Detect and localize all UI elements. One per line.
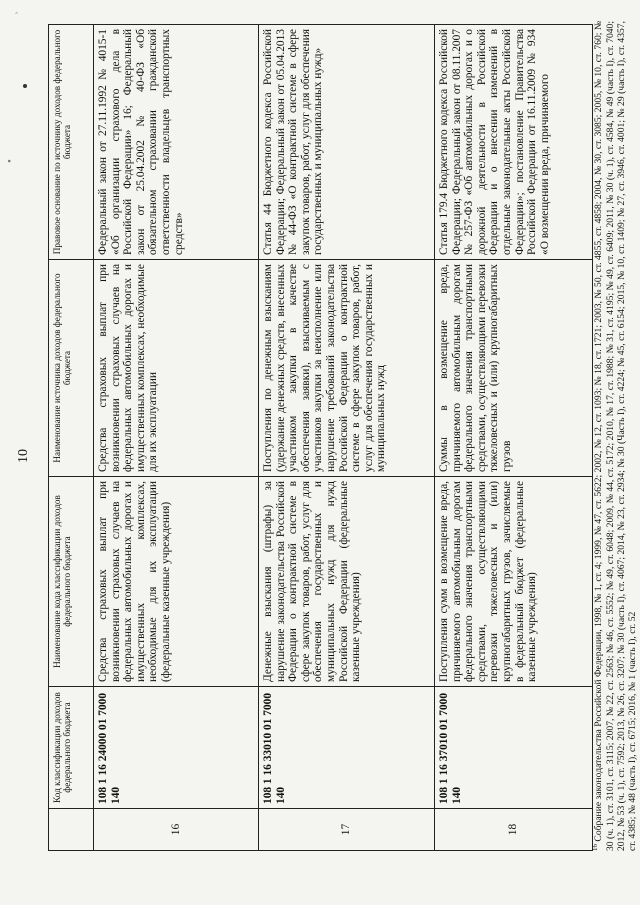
income-code: 108 1 16 37010 01 7000 140	[435, 687, 593, 809]
scan-dot	[23, 84, 27, 88]
table-row	[435, 25, 593, 851]
code-name: Денежные взыскания (штрафы) за нарушение законодательства Российской Федерации о контрактной системе в сфере закупок товаров, работ, услуг для обеспечения государственных и муниципальных нужд для нужд Российской Федерации (федеральные казенные учреждения)	[259, 477, 435, 687]
income-classification-table	[48, 24, 593, 851]
source-name: Суммы в возмещение вреда, причиняемого автомобильным дорогам федерального значения транспортными средствами, осуществляющими перевозки тяжеловесных и (или) крупногабаритных грузов	[435, 260, 593, 477]
legal-basis: Статья 44 Бюджетного кодекса Российской Федерации; Федеральный закон от 05.04.2013 № 44-ФЗ «О контрактной системе в сфере закупок товаров, работ, услуг для обеспечения государственных и муниципальных нужд»	[259, 25, 435, 260]
table-row	[259, 25, 435, 851]
table-header-row	[49, 25, 94, 851]
row-number: 16	[94, 809, 259, 851]
legal-basis: Федеральный закон от 27.11.1992 № 4015-1 «Об организации страхового дела в Российской Федерации» 16; Федеральный закон от 25.04.2002 № 40-ФЗ «Об обязательном страховании гражданской ответственности владельцев транспортных средств»	[94, 25, 259, 260]
corner-mark: ¸	[6, 11, 18, 15]
source-name: Поступления по денежным взысканиям (удержание денежных средств, внесенных участником закупки в качестве обеспечения заявки), взыскиваемым с участников закупки за неисполнение или нарушение требований законодательства Российской Федерации о контрактной системе в сфере закупок товаров, работ, услуг для обеспечения государственных и муниципальных нужд	[259, 260, 435, 477]
legal-basis: Статья 179.4 Бюджетного кодекса Российской Федерации; Федеральный закон от 08.11.2007 № 257-ФЗ «Об автомобильных дорогах и о дорожной деятельности в Российской Федерации и о внесении изменений в отдельные законодательные акты Российской Федерации»; постановление Правительства Российской Федерации от 16.11.2009 № 934 «О возмещении вреда, причиняемого	[435, 25, 593, 260]
footnote	[590, 21, 639, 851]
header-legal-basis: Правовое основание по источнику доходов федерального бюджета	[49, 25, 94, 260]
footnote-marker: 16	[591, 844, 599, 851]
page-number: 10	[16, 449, 31, 463]
income-code: 108 1 16 24000 01 7000 140	[94, 687, 259, 809]
code-name: Средства страховых выплат при возникновении страховых случаев на федеральных автомобильных дорогах и имущественных комплексах, необходимые для их эксплуатации (федеральные казенные учреждения)	[94, 477, 259, 687]
header-code: Код классификации доходов федерального бюджета	[49, 687, 94, 809]
row-number: 18	[435, 809, 593, 851]
header-source-name: Наименование источника доходов федерального бюджета	[49, 260, 94, 477]
row-number: 17	[259, 809, 435, 851]
income-code: 108 1 16 33010 01 7000 140	[259, 687, 435, 809]
header-num	[49, 809, 94, 851]
scan-mark: •	[4, 159, 16, 163]
header-code-name: Наименование кода классификации доходов федерального бюджета	[49, 477, 94, 687]
table-row	[94, 25, 259, 851]
code-name: Поступления сумм в возмещение вреда, причиняемого автомобильным дорогам федерального значения транспортными средствами, осуществляющими перевозки тяжеловесных и (или) крупногабаритных грузов, зачисляемые в федеральный бюджет (федеральные казенные учреждения)	[435, 477, 593, 687]
footnote-text: Собрание законодательства Российской Федерации, 1998, № 1, ст. 4; 1999, № 47, ст. 5622; 2002, № 12, ст. 1093; № 18, ст. 1721; 2003, № 50, ст. 4855, ст. 4858; 2004, № 30, ст. 3085; 2005, № 10, ст. 760; № 30 (ч. 1), ст. 3101, ст. 3115; 2007, № 22, ст. 2563; № 46, ст. 5552; № 49, ст. 6048; 2009, № 44, ст. 5172; 2010, № 17, ст. 1988; № 31, ст. 4195; № 49, ст. 6409; 2011, № 30 (ч. 1), ст. 4584, № 49 (часть I), ст. 7040; 2012, № 53 (ч. 1), ст. 7592; 2013, № 26, ст. 3207; № 30 (часть I), ст. 4067; 2014, № 23, ст. 2934; № 30 (Часть I), ст. 4224; № 45, ст. 6154; 2015, № 10, ст. 1409; № 27, ст. 3946, ст. 4001; № 29 (часть I), ст. 4357, ст. 4385; № 48 (часть I), ст. 6715; 2016, № 1 (часть I), ст. 52	[593, 21, 639, 851]
source-name: Средства страховых выплат при возникновении страховых случаев на федеральных автомобильных дорогах и имущественных комплексах, необходимые для их эксплуатации	[94, 260, 259, 477]
